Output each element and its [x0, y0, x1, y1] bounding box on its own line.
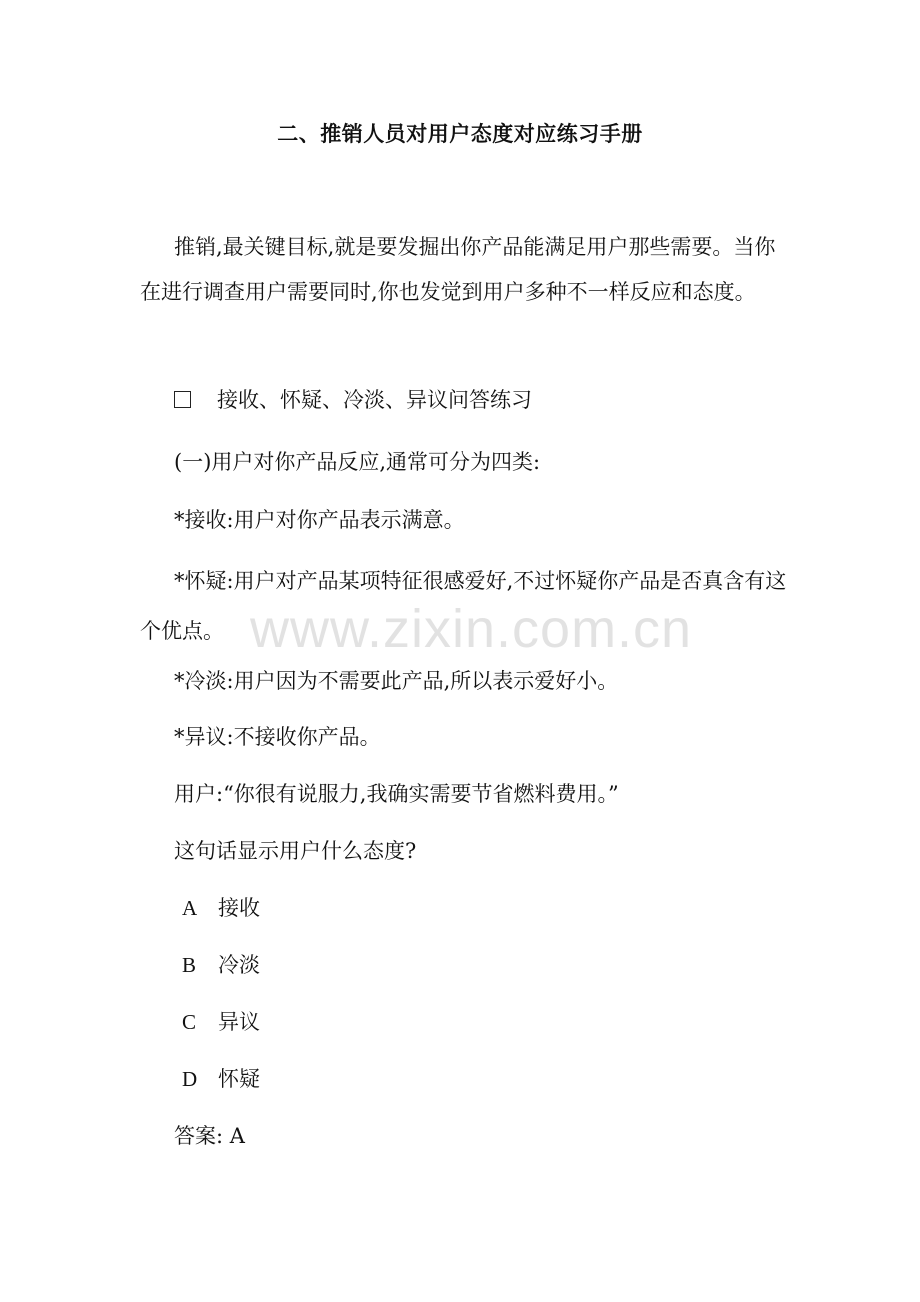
- customer-quote: 用户:“你很有说服力,我确实需要节省燃料费用。”: [174, 782, 619, 806]
- option-a: [182, 894, 260, 922]
- type-accept: *接收:用户对你产品表示满意。: [174, 508, 465, 532]
- option-letter: D: [182, 1067, 198, 1091]
- answer-line: 答案: A: [174, 1124, 245, 1148]
- option-text: 接收: [218, 896, 260, 920]
- option-letter: A: [182, 896, 198, 920]
- option-d: [182, 1065, 260, 1093]
- page-title: 二、推销人员对用户态度对应练习手册: [277, 122, 643, 146]
- option-text: 异议: [218, 1010, 260, 1034]
- intro-paragraph: 推销,最关键目标,就是要发掘出你产品能满足用户那些需要。当你在进行调查用户需要同时,你也发觉到用户多种不一样反应和态度。: [140, 235, 776, 304]
- option-text: 怀疑: [218, 1067, 260, 1091]
- watermark: www.zixin.com.cn: [250, 599, 693, 659]
- type-doubt: *怀疑:用户对产品某项特征很感爱好,不过怀疑你产品是否真含有这个优点。: [140, 569, 787, 643]
- question-text: 这句话显示用户什么态度?: [174, 839, 417, 863]
- option-c: [182, 1008, 260, 1036]
- option-text: 冷淡: [218, 953, 260, 977]
- type-objection: *异议:不接收你产品。: [174, 725, 381, 749]
- classification-line: (一)用户对你产品反应,通常可分为四类:: [174, 450, 541, 474]
- section-heading: [174, 386, 532, 414]
- checkbox-icon: [174, 391, 191, 408]
- option-letter: C: [182, 1010, 197, 1034]
- section-heading-text: 接收、怀疑、冷淡、异议问答练习: [217, 388, 532, 412]
- option-b: [182, 951, 260, 979]
- type-indifferent: *冷淡:用户因为不需要此产品,所以表示爱好小。: [174, 669, 619, 693]
- option-letter: B: [182, 953, 197, 977]
